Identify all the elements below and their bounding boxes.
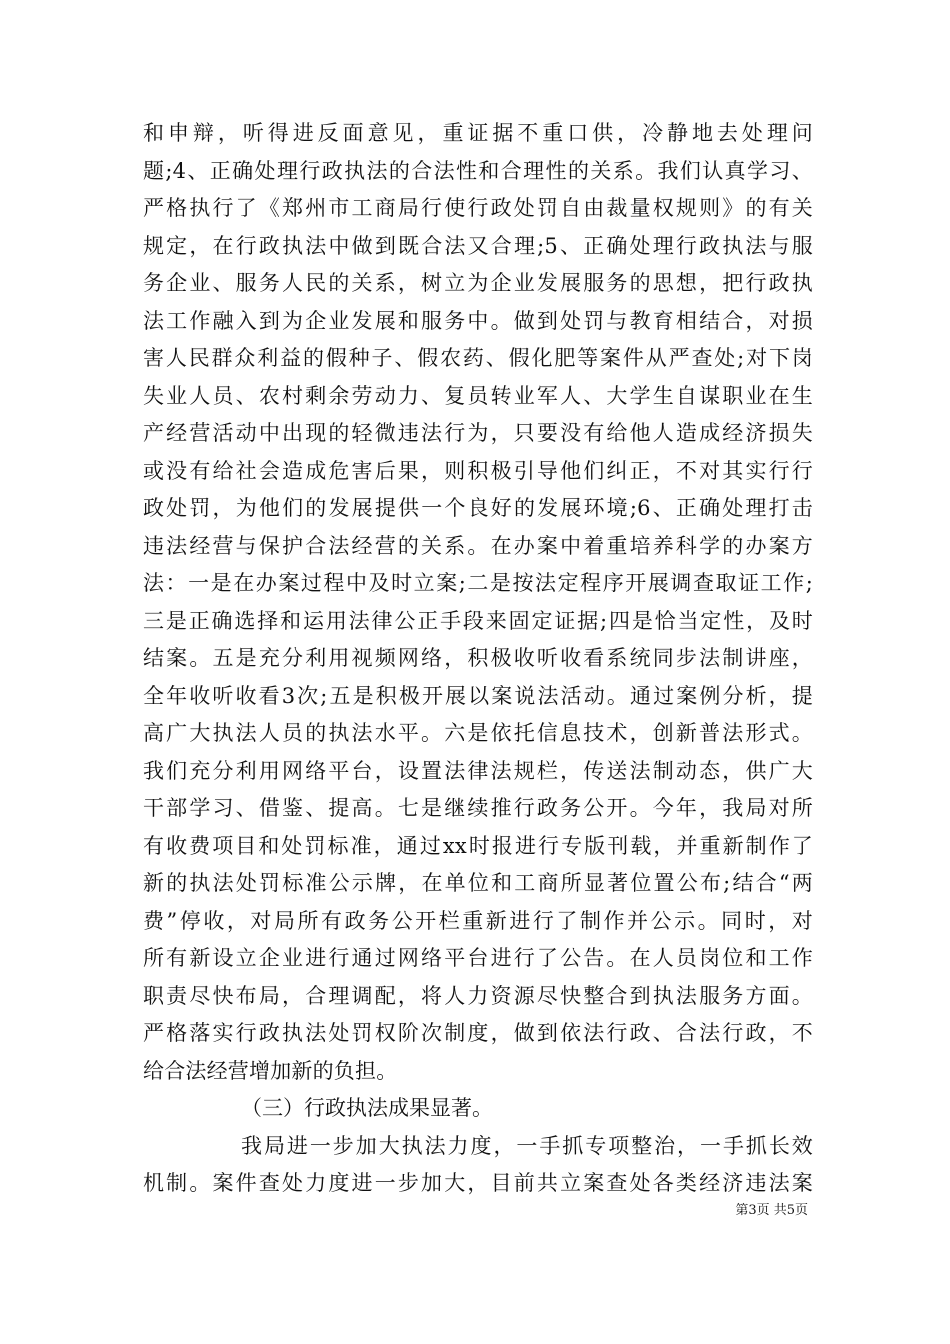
text-line: 和申辩，听得进反面意见，重证据不重口供，冷静地去处理问 xyxy=(143,121,813,145)
body-text xyxy=(143,115,813,1203)
text-line: 害人民群众利益的假种子、假农药、假化肥等案件从严查处;对下岗 xyxy=(143,346,813,370)
text-line: 务企业、服务人民的关系，树立为企业发展服务的思想，把行政执 xyxy=(143,271,813,295)
text-line: 我们充分利用网络平台，设置法律法规栏，传送法制动态，供广大 xyxy=(143,758,813,783)
text-line: 三是正确选择和运用法律公正手段来固定证据;四是恰当定性，及时 xyxy=(143,608,813,633)
text-line: 所有新设立企业进行通过网络平台进行了公告。在人员岗位和工作 xyxy=(143,946,813,970)
text-line: 法工作融入到为企业发展和服务中。做到处罚与教育相结合，对损 xyxy=(143,308,813,333)
text-line: 结案。五是充分利用视频网络，积极收听收看系统同步法制讲座， xyxy=(143,646,813,670)
text-line: 职责尽快布局，合理调配，将人力资源尽快整合到执法服务方面。 xyxy=(143,983,813,1008)
text-line: 法：一是在办案过程中及时立案;二是按法定程序开展调查取证工作; xyxy=(143,571,813,595)
text-line: 题;4、正确处理行政执法的合法性和合理性的关系。我们认真学习、 xyxy=(143,158,813,183)
text-line: 给合法经营增加新的负担。 xyxy=(143,1058,398,1083)
text-line: 严格执行了《郑州市工商局行使行政处罚自由裁量权规则》的有关 xyxy=(143,196,813,220)
text-line: 或没有给社会造成危害后果，则积极引导他们纠正，不对其实行行 xyxy=(143,458,813,483)
text-line: 高广大执法人员的执法水平。六是依托信息技术，创新普法形式。 xyxy=(143,721,813,745)
section-heading: （三）行政执法成果显著。 xyxy=(241,1096,493,1120)
text-line: 费”停收，对局所有政务公开栏重新进行了制作并公示。同时，对 xyxy=(143,908,813,933)
text-line: 规定，在行政执法中做到既合法又合理;5、正确处理行政执法与服 xyxy=(143,233,813,258)
text-line: 机制。案件查处力度进一步加大，目前共立案查处各类经济违法案 xyxy=(143,1171,813,1195)
text-line: 违法经营与保护合法经营的关系。在办案中着重培养科学的办案方 xyxy=(143,533,813,558)
text-line: 政处罚，为他们的发展提供一个良好的发展环境;6、正确处理打击 xyxy=(143,496,813,520)
text-line: 产经营活动中出现的轻微违法行为，只要没有给他人造成经济损失 xyxy=(143,421,813,445)
text-line: 干部学习、借鉴、提高。七是继续推行政务公开。今年，我局对所 xyxy=(143,796,813,820)
text-line: 我局进一步加大执法力度，一手抓专项整治，一手抓长效 xyxy=(241,1133,813,1158)
text-line: 全年收听收看3次;五是积极开展以案说法活动。通过案例分析，提 xyxy=(143,683,813,708)
text-line: 失业人员、农村剩余劳动力、复员转业军人、大学生自谋职业在生 xyxy=(143,383,813,408)
text-line: 新的执法处罚标准公示牌，在单位和工商所显著位置公布;结合“两 xyxy=(143,871,813,895)
text-line: 严格落实行政执法处罚权阶次制度，做到依法行政、合法行政，不 xyxy=(143,1021,813,1045)
page-number: 第3页 共5页 xyxy=(735,1203,808,1218)
text-line: 有收费项目和处罚标准，通过xx时报进行专版刊载，并重新制作了 xyxy=(143,833,813,858)
